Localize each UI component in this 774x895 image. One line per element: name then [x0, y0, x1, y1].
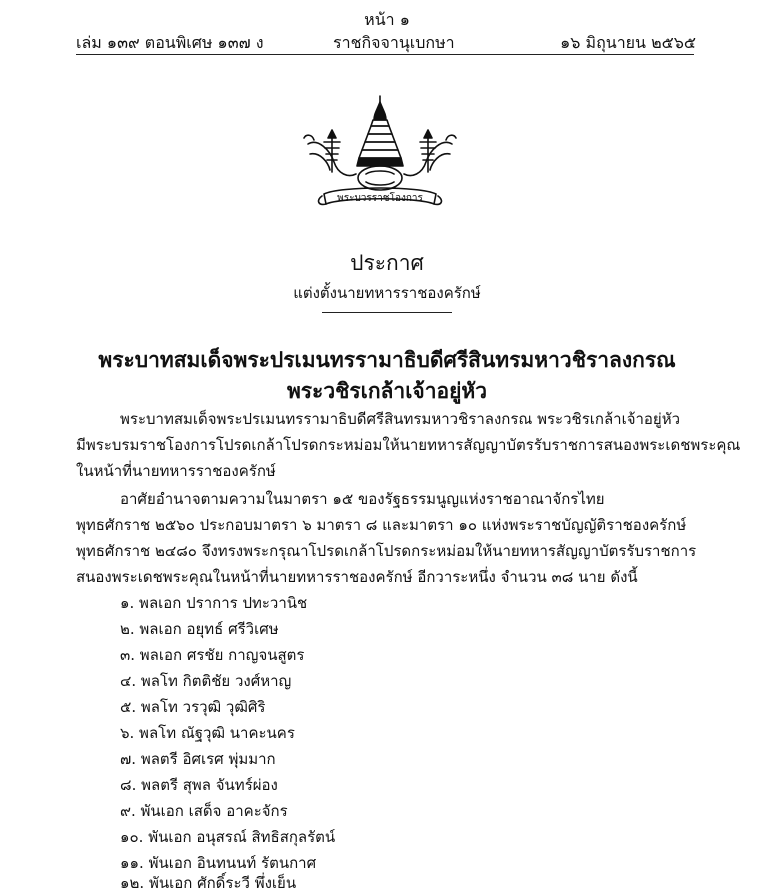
emblem-ribbon-text: พระบวรราชโองการ [337, 193, 423, 204]
paragraph-2-line-3: พุทธศักราช ๒๔๘๐ จึงทรงพระกรุณาโปรดเกล้าโปรดกระหม่อมให้นายทหารสัญญาบัตรรับราชการ [76, 542, 697, 560]
list-item: ๗. พลตรี อิศเรศ พุ่มมาก [120, 750, 276, 768]
king-name-line-1: พระบาทสมเด็จพระปรเมนทรรามาธิบดีศรีสินทรมหาวชิราลงกรณ [98, 347, 676, 372]
list-item: ๙. พันเอก เสด็จ อาคะจักร [120, 802, 288, 820]
publication-name: ราชกิจจานุเบกษา [333, 33, 455, 52]
list-item: ๒. พลเอก อยุทธ์ ศรีวิเศษ [120, 620, 279, 638]
list-item: ๓. พลเอก ศรชัย กาญจนสูตร [120, 646, 305, 664]
header-divider [76, 54, 694, 55]
list-item: ๔. พลโท กิตติชัย วงศ์หาญ [120, 672, 292, 690]
announcement-title: ประกาศ [350, 251, 424, 275]
royal-cipher-emblem-icon [300, 94, 460, 216]
list-item: ๖. พลโท ณัฐวุฒิ นาคะนคร [120, 724, 295, 742]
paragraph-1-line-2: มีพระบรมราชโองการโปรดเกล้าโปรดกระหม่อมให้นายทหารสัญญาบัตรรับราชการสนองพระเดชพระคุณ [76, 436, 741, 454]
list-item: ๕. พลโท วรวุฒิ วุฒิศิริ [120, 698, 266, 716]
paragraph-2-line-4: สนองพระเดชพระคุณในหน้าที่นายทหารราชองครักษ์ อีกวาระหนึ่ง จำนวน ๓๘ นาย ดังนี้ [76, 568, 638, 586]
paragraph-2-line-1: อาศัยอำนาจตามความในมาตรา ๑๕ ของรัฐธรรมนูญแห่งราชอาณาจักรไทย [120, 490, 605, 508]
publication-date: ๑๖ มิถุนายน ๒๕๖๕ [560, 33, 696, 52]
title-divider [322, 312, 452, 313]
paragraph-2-line-2: พุทธศักราช ๒๕๖๐ ประกอบมาตรา ๖ มาตรา ๘ และมาตรา ๑๐ แห่งพระราชบัญญัติราชองครักษ์ [76, 516, 687, 534]
king-name-line-2: พระวชิรเกล้าเจ้าอยู่หัว [286, 378, 488, 403]
volume-info: เล่ม ๑๓๙ ตอนพิเศษ ๑๓๗ ง [76, 33, 264, 52]
announcement-subtitle: แต่งตั้งนายทหารราชองครักษ์ [293, 284, 481, 302]
list-item: ๑. พลเอก ปราการ ปทะวานิช [120, 594, 308, 612]
list-item: ๘. พลตรี สุพล จันทร์ผ่อง [120, 776, 278, 794]
list-item: ๑๐. พันเอก อนุสรณ์ สิทธิสกุลรัตน์ [120, 828, 336, 846]
page-number: หน้า ๑ [364, 10, 410, 29]
list-item: ๑๑. พันเอก อินทนนท์ รัตนกาศ [120, 854, 317, 872]
paragraph-1-line-1: พระบาทสมเด็จพระปรเมนทรรามาธิบดีศรีสินทรมหาวชิราลงกรณ พระวชิรเกล้าเจ้าอยู่หัว [120, 410, 681, 428]
list-item: ๑๒. พันเอก ศักดิ์ระวี พึ่งเย็น [120, 874, 297, 892]
paragraph-1-line-3: ในหน้าที่นายทหารราชองครักษ์ [76, 462, 276, 480]
